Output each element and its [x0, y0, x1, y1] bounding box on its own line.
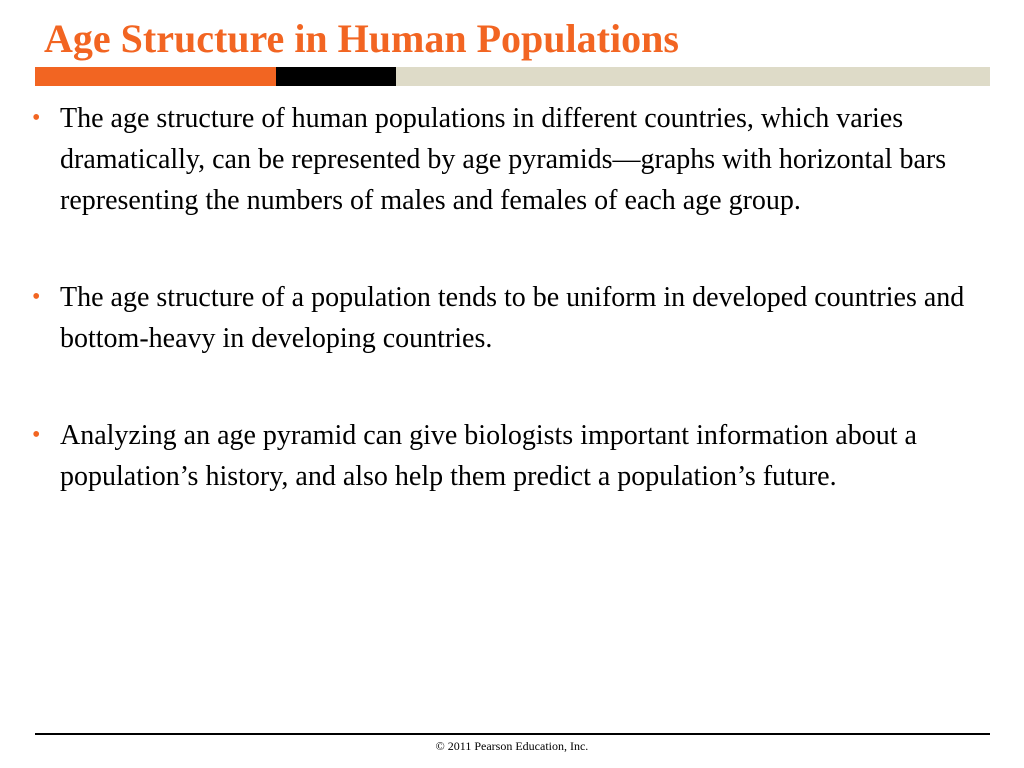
bullet-list: [30, 98, 992, 497]
bullet-marker-icon: •: [32, 284, 41, 310]
bullet-marker-icon: •: [32, 422, 41, 448]
title-accent-bar: [35, 67, 990, 86]
bullet-item: [30, 98, 992, 221]
bullet-item: [30, 277, 992, 359]
bullet-item: [30, 415, 992, 497]
copyright-footer: © 2011 Pearson Education, Inc.: [435, 739, 589, 753]
bullet-text: Analyzing an age pyramid can give biologists important information about a population’s history, and also help them predict a population’s future.: [60, 420, 917, 492]
bullet-text: The age structure of human populations in different countries, which varies dramatically, can be represented by age pyramids—graphs with horizontal bars representing the numbers of males and females of each age group.: [60, 103, 947, 216]
bullet-marker-icon: •: [32, 105, 41, 131]
accent-bar-tan-segment: [396, 67, 990, 86]
accent-bar-black-segment: [276, 67, 396, 86]
bullet-text: The age structure of a population tends to be uniform in developed countries and bottom-heavy in developing countries.: [60, 282, 965, 354]
footer-divider: [35, 733, 990, 735]
slide-title: Age Structure in Human Populations: [44, 16, 679, 61]
accent-bar-orange-segment: [35, 67, 276, 86]
